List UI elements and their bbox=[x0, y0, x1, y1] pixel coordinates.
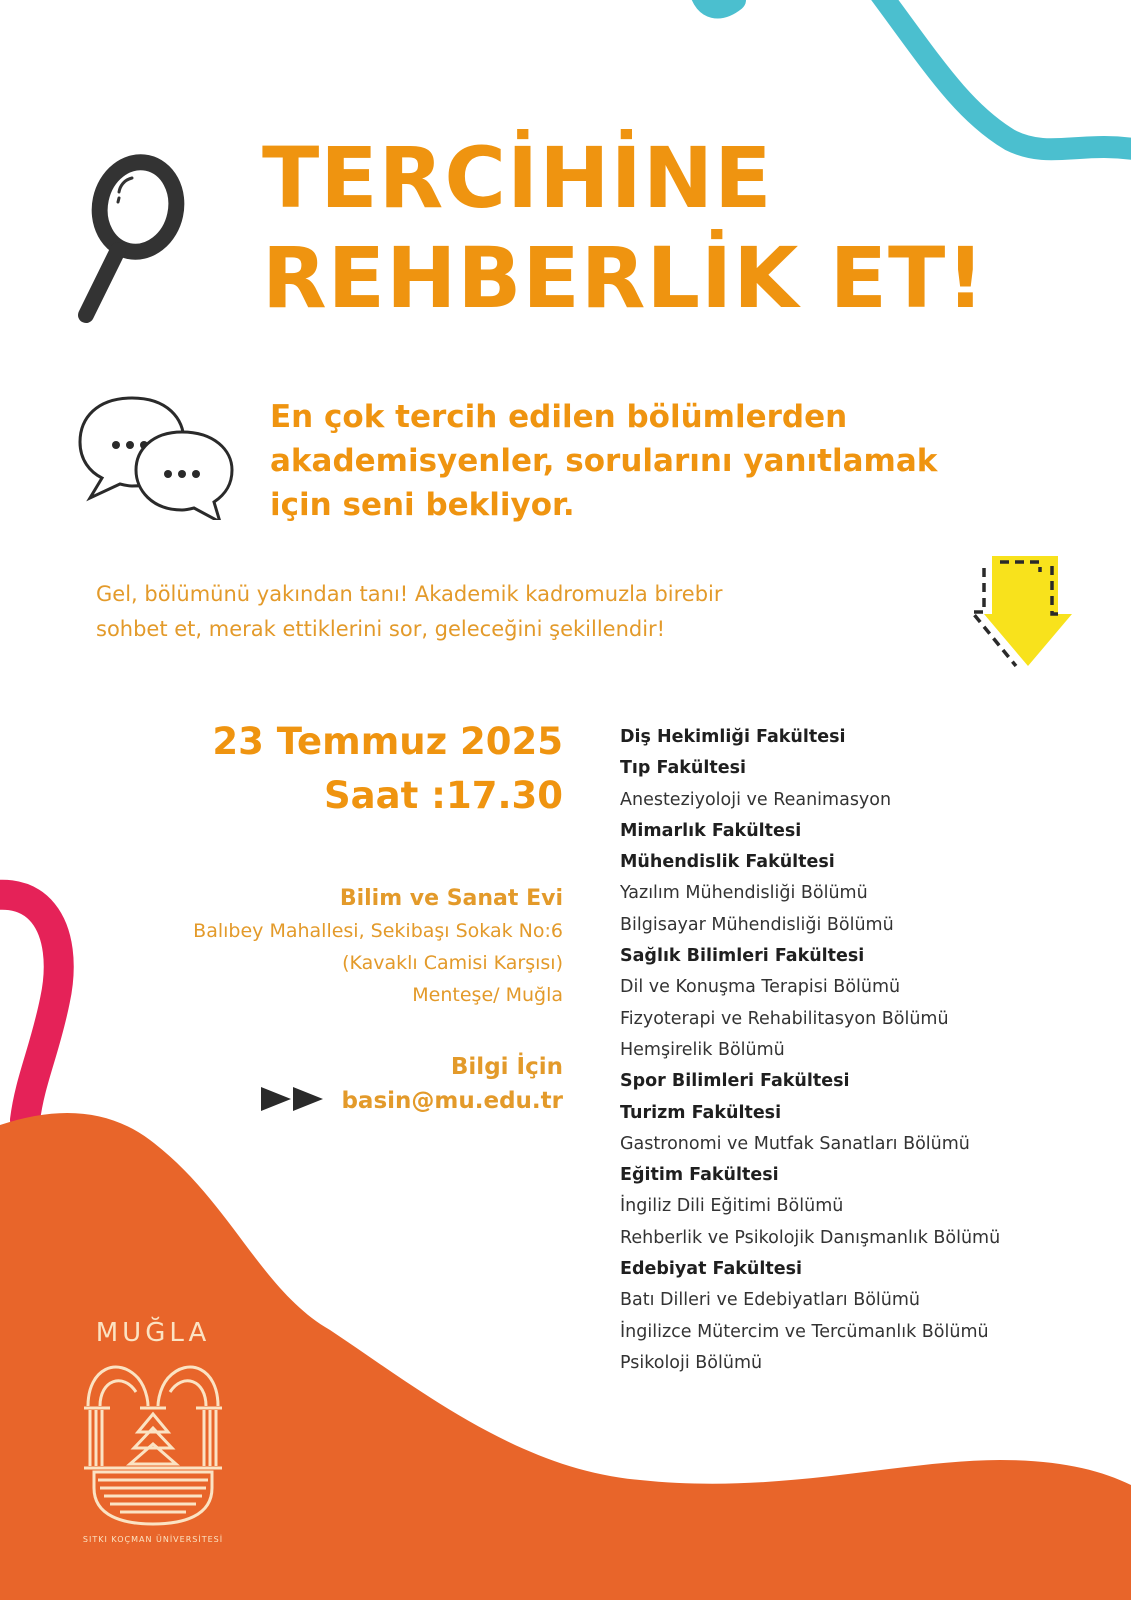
department-item: Psikoloji Bölümü bbox=[620, 1352, 763, 1373]
intro-text bbox=[96, 577, 956, 647]
department-item: Gastronomi ve Mutfak Sanatları Bölümü bbox=[620, 1133, 970, 1154]
department-item: Fizyoterapi ve Rehabilitasyon Bölümü bbox=[620, 1008, 949, 1029]
intro-line: sohbet et, merak ettiklerini sor, geleceğini şekillendir! bbox=[96, 617, 666, 641]
title-line-1: TERCİHİNE bbox=[262, 129, 773, 227]
faculty-item: Sağlık Bilimleri Fakültesi bbox=[620, 946, 865, 967]
event-datetime bbox=[212, 715, 563, 823]
faculty-item: Mimarlık Fakültesi bbox=[620, 820, 802, 841]
logo-arc-text: SITKI KOÇMAN ÜNİVERSİTESİ bbox=[82, 1535, 224, 1544]
contact-label: Bilgi İçin bbox=[450, 1054, 563, 1080]
logo-emblem-icon bbox=[78, 1348, 228, 1528]
venue-name: Bilim ve Sanat Evi bbox=[339, 886, 563, 911]
department-item: Batı Dilleri ve Edebiyatları Bölümü bbox=[620, 1290, 921, 1311]
university-logo bbox=[78, 1318, 228, 1544]
fast-forward-icon bbox=[259, 1085, 329, 1117]
magnifying-glass-icon bbox=[68, 140, 188, 335]
subtitle-line: için seni bekliyor. bbox=[270, 487, 575, 523]
chat-bubbles-icon bbox=[72, 390, 242, 525]
page-title bbox=[262, 128, 986, 328]
subtitle-line: akademisyenler, sorularını yanıtlamak bbox=[270, 443, 938, 479]
department-item: İngilizce Mütercim ve Tercümanlık Bölümü bbox=[620, 1321, 989, 1342]
subtitle bbox=[270, 395, 1070, 527]
department-item: İngiliz Dili Eğitimi Bölümü bbox=[620, 1196, 844, 1217]
title-line-2: REHBERLİK ET! bbox=[262, 229, 986, 327]
event-time: Saat :17.30 bbox=[324, 774, 563, 817]
department-item: Bilgisayar Mühendisliği Bölümü bbox=[620, 914, 894, 935]
department-item: Hemşirelik Bölümü bbox=[620, 1039, 785, 1060]
intro-line: Gel, bölümünü yakından tanı! Akademik kadromuzla birebir bbox=[96, 582, 723, 606]
venue-block bbox=[193, 883, 563, 1011]
faculty-item: Eğitim Fakültesi bbox=[620, 1165, 779, 1186]
venue-address-line: Balıbey Mahallesi, Sekibaşı Sokak No:6 bbox=[193, 920, 563, 942]
contact-email-link[interactable]: basin@mu.edu.tr bbox=[341, 1088, 563, 1114]
faculty-item: Diş Hekimliği Fakültesi bbox=[620, 727, 846, 747]
faculty-item: Spor Bilimleri Fakültesi bbox=[620, 1071, 850, 1092]
department-item: Anesteziyoloji ve Reanimasyon bbox=[620, 789, 892, 810]
faculty-item: Turizm Fakültesi bbox=[620, 1102, 782, 1123]
department-list bbox=[620, 722, 1000, 1379]
department-item: Dil ve Konuşma Terapisi Bölümü bbox=[620, 977, 901, 998]
arrow-down-icon bbox=[970, 552, 1080, 677]
subtitle-line: En çok tercih edilen bölümlerden bbox=[270, 399, 848, 435]
event-date: 23 Temmuz 2025 bbox=[212, 720, 563, 763]
contact-block bbox=[259, 1050, 563, 1118]
faculty-item: Mühendislik Fakültesi bbox=[620, 852, 835, 873]
venue-address-line: Menteşe/ Muğla bbox=[412, 984, 563, 1006]
department-item: Yazılım Mühendisliği Bölümü bbox=[620, 883, 868, 904]
department-item: Rehberlik ve Psikolojik Danışmanlık Bölümü bbox=[620, 1227, 1001, 1248]
faculty-item: Tıp Fakültesi bbox=[620, 758, 747, 779]
venue-address-line: (Kavaklı Camisi Karşısı) bbox=[342, 952, 563, 974]
pink-arc-shape bbox=[0, 895, 59, 1120]
logo-name: MUĞLA bbox=[95, 1318, 211, 1348]
faculty-item: Edebiyat Fakültesi bbox=[620, 1259, 803, 1280]
